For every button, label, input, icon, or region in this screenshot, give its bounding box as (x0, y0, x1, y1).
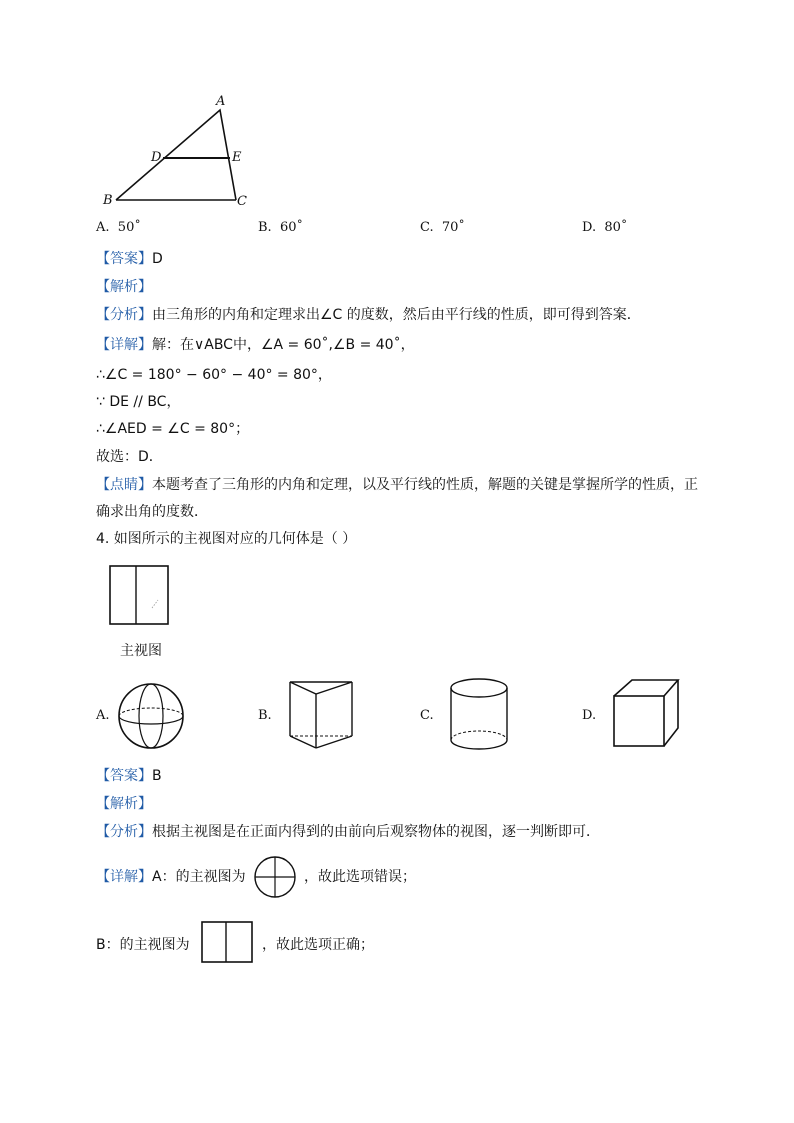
q3-detail-line1 (96, 334, 415, 354)
fenxi-text: 根据主视图是在正面内得到的由前向后观察物体的视图，逐一判断即可． (152, 824, 600, 840)
sphere-icon (116, 682, 188, 754)
q3-dianjing-line1 (96, 474, 698, 494)
detail-a-pre: A：的主视图为 (152, 869, 246, 885)
q4-answer (96, 765, 162, 785)
option-value: 80˚ (604, 220, 628, 235)
answer-value: D (152, 251, 163, 267)
option-value: 60˚ (279, 220, 303, 235)
option-letter: B. (258, 220, 272, 235)
dianjing-text: 本题考查了三角形的内角和定理，以及平行线的性质，解题的关键是掌握所学的性质，正 (152, 477, 698, 493)
vertex-label-a: A (216, 94, 226, 109)
vertex-label-d: D (151, 150, 162, 165)
q4-fenxi (96, 821, 600, 841)
q3-option-a (96, 220, 141, 235)
vertex-label-e: E (232, 150, 242, 165)
detail-tag: 【详解】 (96, 337, 152, 353)
fenxi-tag: 【分析】 (96, 307, 152, 323)
q4-option-b-letter: B. (258, 708, 272, 723)
detail-text: 解：在∨ABC中，∠A = 60˚,∠B = 40˚， (152, 337, 415, 353)
q3-detail-line4: ∴∠AED = ∠C = 80°； (96, 421, 250, 437)
q3-fenxi (96, 304, 641, 324)
q4-detail-b-pre: B：的主视图为 (96, 937, 190, 953)
option-letter: A. (96, 220, 110, 235)
q4-option-c-letter: C. (420, 708, 434, 723)
option-letter: C. (420, 220, 434, 235)
front-view-caption: 主视图 (120, 643, 162, 659)
q3-detail-line2: ∴∠C = 180° − 60° − 40° = 80°， (96, 367, 332, 383)
q4-detail-a-post: ，故此选项错误； (304, 869, 416, 885)
q4-detail-a (96, 866, 246, 886)
q3-dianjing-line2: 确求出角的度数． (96, 504, 208, 520)
circle-cross-icon (253, 855, 299, 901)
answer-tag: 【答案】 (96, 768, 152, 784)
q4-option-d-letter: D. (582, 708, 597, 723)
fenxi-text: 由三角形的内角和定理求出∠C 的度数，然后由平行线的性质，即可得到答案． (152, 307, 641, 323)
detail-tag: 【详解】 (96, 869, 152, 885)
q3-answer (96, 248, 163, 268)
q4-detail-b-post: ，故此选项正确； (262, 937, 374, 953)
q3-option-b (258, 220, 303, 235)
q3-analysis-tag: 【解析】 (96, 279, 152, 295)
vertex-label-b: B (103, 193, 113, 208)
option-value: 70˚ (441, 220, 465, 235)
q3-detail-line3: ∵ DE // BC， (96, 394, 181, 410)
split-rectangle-icon (200, 920, 256, 966)
vertex-label-c: C (237, 194, 247, 209)
q3-option-c (420, 220, 465, 235)
option-letter: D. (582, 220, 597, 235)
q3-option-d (582, 220, 627, 235)
triangular-prism-icon (286, 678, 356, 756)
fenxi-tag: 【分析】 (96, 824, 152, 840)
q3-detail-line5: 故选：D． (96, 449, 163, 465)
cylinder-icon (448, 676, 512, 754)
answer-tag: 【答案】 (96, 251, 152, 267)
dianjing-tag: 【点睛】 (96, 477, 152, 493)
answer-value: B (152, 768, 162, 784)
front-view-figure (108, 564, 172, 628)
cube-icon (610, 674, 682, 750)
q4-analysis-tag: 【解析】 (96, 796, 152, 812)
q4-option-a-letter: A. (96, 708, 110, 723)
q4-question: 4. 如图所示的主视图对应的几何体是（ ） (96, 531, 357, 547)
option-value: 50˚ (117, 220, 141, 235)
